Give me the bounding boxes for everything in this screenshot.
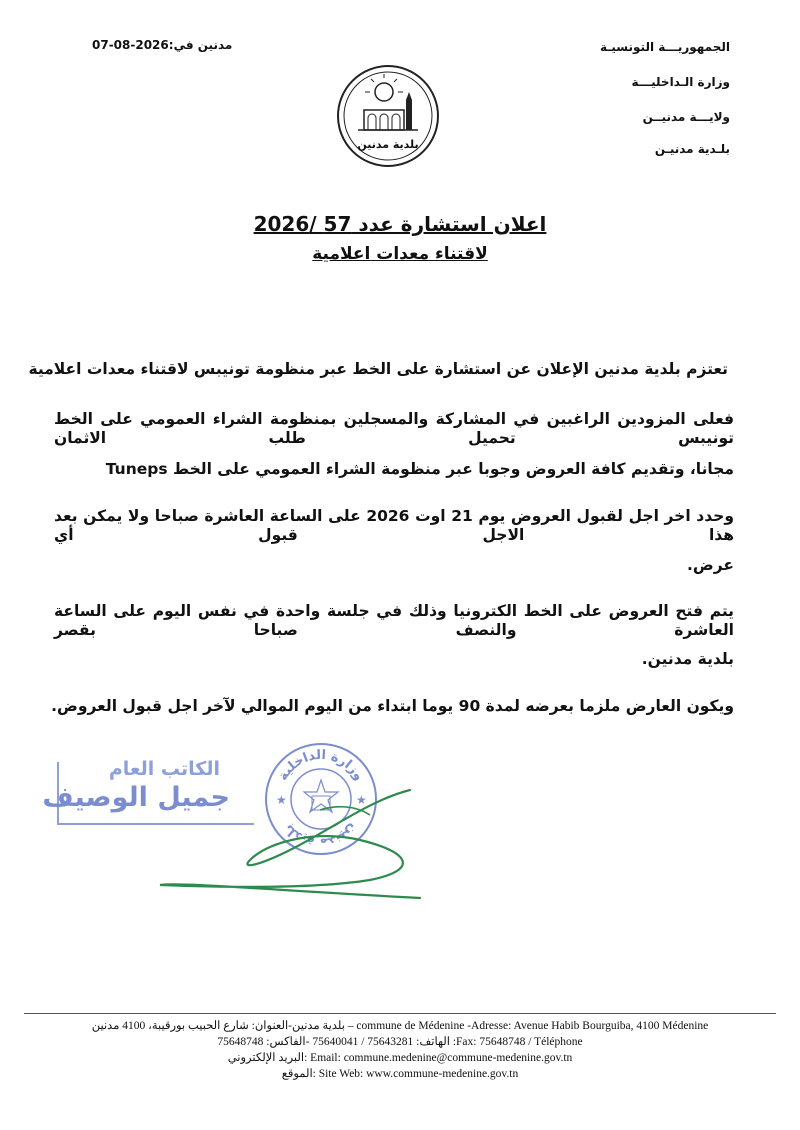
footer-divider xyxy=(24,1013,776,1014)
body-line: مجانا، وتقديم كافة العروض وجوبا عبر منظومة الشراء العمومي على الخط Tuneps xyxy=(105,460,734,478)
body-line: بلدية مدنين. xyxy=(641,650,734,668)
signatory-name: جميل الوصيف xyxy=(42,782,230,813)
date-value: 07-08-2026 xyxy=(92,38,169,52)
handwritten-signature xyxy=(120,770,460,900)
announcement-subtitle xyxy=(0,244,800,264)
body-line: فعلى المزودين الراغبين في المشاركة والمسجلين بمنظومة الشراء العمومي على الخط تونيبس تحميل طلب الاثمان xyxy=(54,410,734,447)
seal-graphic xyxy=(334,62,442,170)
body-line: وحدد اخر اجل لقبول العروض يوم 21 اوت 2026 على الساعة العاشرة صباحا ولا يمكن بعد هذا الاجل قبول أي xyxy=(54,507,734,544)
body-line: ويكون العارض ملزما بعرضه لمدة 90 يوما ابتداء من اليوم الموالي لآخر اجل قبول العروض. xyxy=(51,697,734,715)
stamp-text-top: وزارة الداخلية xyxy=(275,747,367,784)
seal-caption: بلدية مدنين xyxy=(357,138,419,151)
header-municipality: بلـدية مدنيـن xyxy=(654,142,730,156)
title-line2: لاقتناء معدات اعلامية xyxy=(312,244,488,264)
title-line1: اعلان استشارة عدد 57 /2026 xyxy=(253,212,547,236)
header-governorate: ولايـــة مدنيــن xyxy=(642,110,730,124)
header-ministry: وزارة الـداخليـــة xyxy=(631,75,730,89)
footer-address: بلدية مدنين-العنوان: شارع الحبيب بورقيبة، 4100 مدنين – commune de Médenine -Adresse: Avenue Habib Bourguiba, 4100 Médenine xyxy=(91,1020,709,1032)
announcement-title xyxy=(0,212,800,236)
body-line: تعتزم بلدية مدنين الإعلان عن استشارة على الخط عبر منظومة تونيبس لاقتناء معدات اعلامية xyxy=(28,360,728,378)
footer-email: البريد الإلكتروني: Email: commune.medenine@commune-medenine.gov.tn xyxy=(227,1052,573,1064)
signatory-title: الكاتب العام xyxy=(108,758,220,780)
svg-text:★: ★ xyxy=(276,793,287,807)
footer-phone-fax: الهاتف: 75643281 / 75640041 -الفاكس: 75648748 :Fax: 75648748 / Téléphone xyxy=(217,1036,583,1048)
footer-website: الموقع: Site Web: www.commune-medenine.gov.tn xyxy=(281,1068,519,1080)
document-date xyxy=(92,38,232,52)
body-line: يتم فتح العروض على الخط الكترونيا وذلك في جلسة واحدة في نفس اليوم على الساعة العاشرة والنصف صباحا بقصر xyxy=(54,602,734,639)
svg-text:★: ★ xyxy=(356,793,367,807)
header-republic: الجمهوريـــة التونسيـة xyxy=(600,40,730,54)
body-line: عرض. xyxy=(687,556,734,574)
municipality-seal xyxy=(334,62,442,170)
date-label: مدنين في: xyxy=(168,38,233,52)
stamp-text-bottom: بلدية مدنين xyxy=(281,821,361,851)
